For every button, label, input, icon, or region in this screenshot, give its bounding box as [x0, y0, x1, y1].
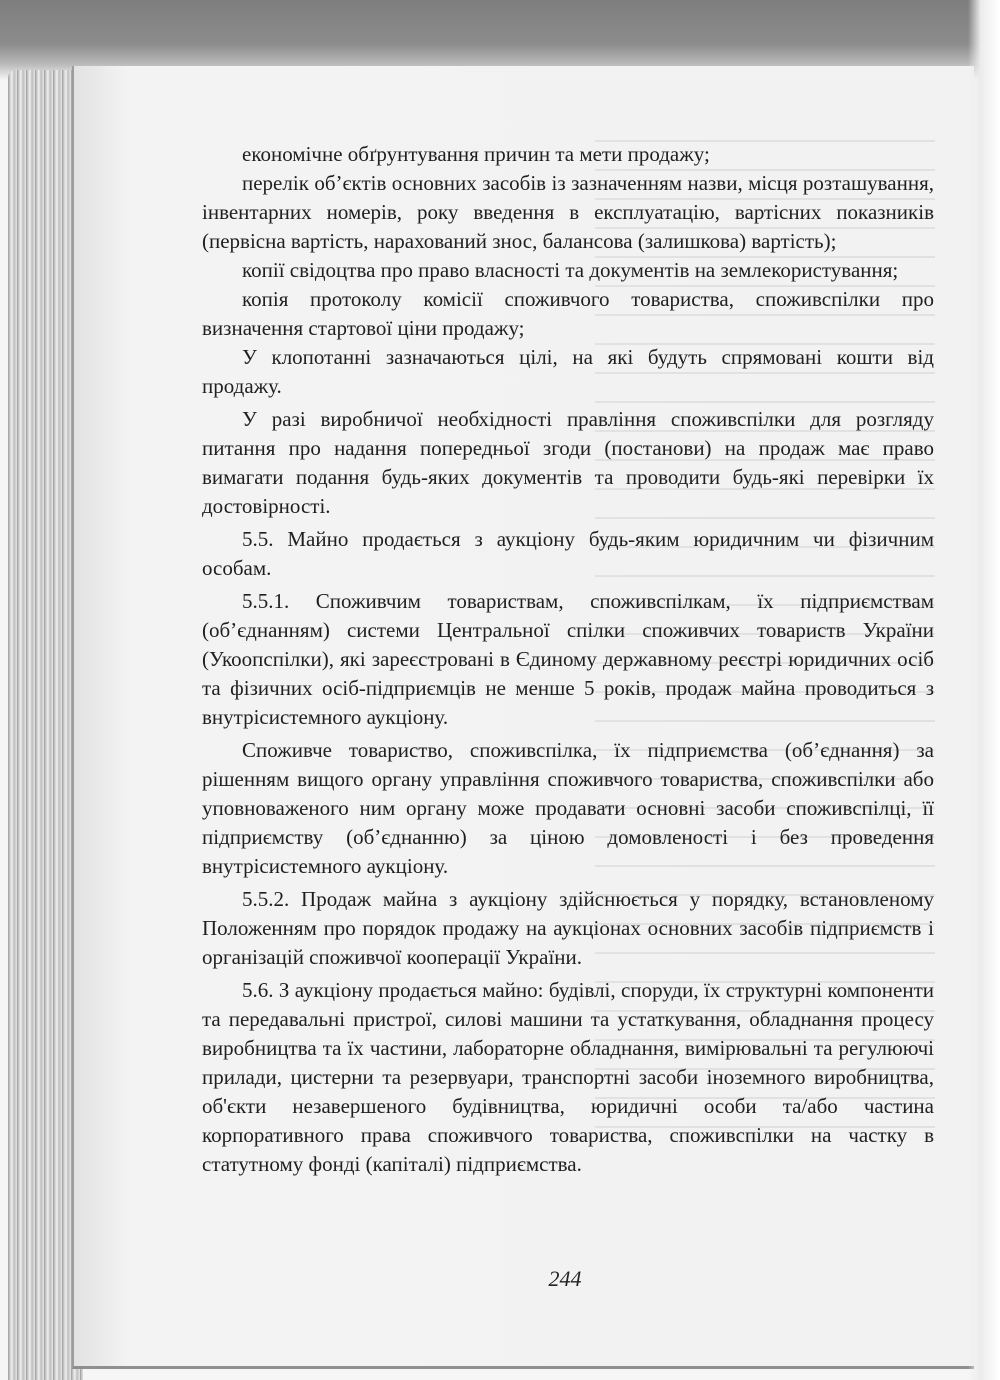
paragraph: копії свідоцтва про право власності та документів на землекористування; — [242, 258, 899, 282]
paragraph: економічне обґрунтування причин та мети продажу; — [242, 142, 710, 166]
paragraph: 5.6. З аукціону продається майно: будівлі, споруди, їх структурні компоненти та передавальні пристрої, силові машини та устаткування, обладнання процесу виробництва та їх частини, лабораторне обладнання, вимірювальні та регулюючі прилади, цистерни та резервуари, транспортні засоби іноземного виробництва, об'єкти незавершеного будівництва, юридичні особи та/або частина корпоративного права споживчого товариства, споживспілки на частку в статутному фонді (капіталі) підприємства. — [202, 978, 934, 1176]
body-text — [202, 140, 934, 1179]
paragraph: Споживче товариство, споживспілка, їх підприємства (об’єднання) за рішенням вищого органу управління споживчого товариства, споживспілки або уповноваженого ним органу може продавати основні засоби споживспілці, її підприємству (об’єднанню) за ціною домовленості і без проведення внутрісистемного аукціону. — [202, 738, 934, 878]
paragraph: 5.5. Майно продається з аукціону будь-яким юридичним чи фізичним особам. — [202, 527, 934, 580]
right-page-edge — [968, 0, 1000, 1380]
paragraph: копія протоколу комісії споживчого товариства, споживспілки про визначення стартової ціни продажу; — [202, 287, 934, 340]
paragraph: перелік об’єктів основних засобів із зазначенням назви, місця розташування, інвентарних номерів, року введення в експлуатацію, вартісних показників (первісна вартість, нарахований знос, балансова (залишкова) вартість); — [202, 171, 934, 253]
paragraph: У разі виробничої необхідності правління споживспілки для розгляду питання про надання попередньої згоди (постанови) на продаж має право вимагати подання будь-яких документів та проводити будь-які перевірки їх достовірності. — [202, 407, 934, 518]
paragraph: 5.5.1. Споживчим товариствам, споживспілкам, їх підприємствам (об’єднанням) системи Центральної спілки споживчих товариств України (Укоопспілки), які зареєстровані в Єдиному державному реєстрі юридичних осіб та фізичних осіб-підприємців не менше 5 років, продаж майна проводиться з внутрісистемного аукціону. — [202, 589, 934, 729]
paragraph: У клопотанні зазначаються цілі, на які будуть спрямовані кошти від продажу. — [202, 345, 934, 398]
page-number: 244 — [548, 1266, 582, 1291]
paragraph: 5.5.2. Продаж майна з аукціону здійснюється у порядку, встановленому Положенням про порядок продажу на аукціонах основних засобів підприємств і організацій споживчої кооперації України. — [202, 887, 934, 969]
